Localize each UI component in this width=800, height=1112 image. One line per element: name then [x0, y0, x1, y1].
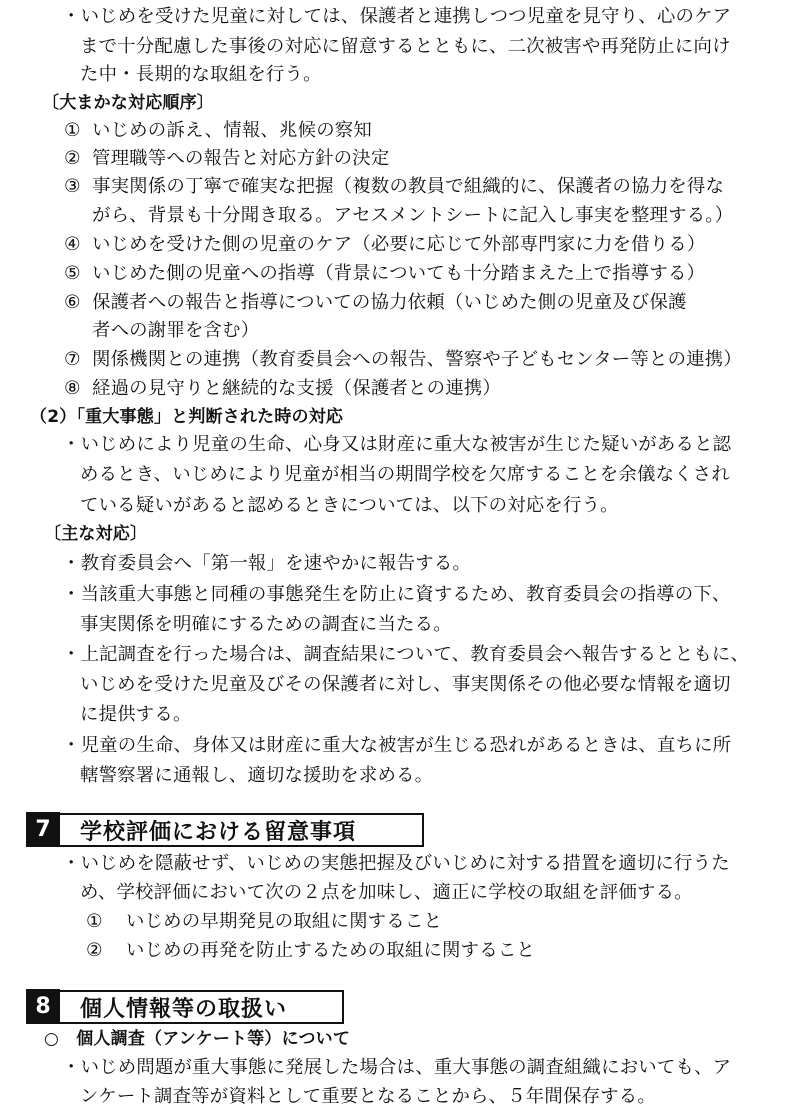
- order-item-number: ④: [64, 234, 81, 255]
- order-item-number: ⑥: [64, 292, 81, 313]
- order-item-text: 保護者への報告と指導についての協力依頼（いじめた側の児童及び保護: [92, 292, 687, 313]
- order-item-number: ⑦: [64, 349, 81, 370]
- order-item-4: [64, 230, 706, 260]
- intro-line-2: まで十分配慮した事後の対応に留意するとともに、二次被害や再発防止に向け: [80, 36, 731, 57]
- response-bullet-3-cont-2: に提供する。: [80, 704, 192, 725]
- order-item-text: いじめを受けた側の児童のケア（必要に応じて外部専門家に力を借りる）: [92, 234, 706, 255]
- response-bullet-2-cont: 事実関係を明確にするための調査に当たる。: [80, 614, 452, 635]
- serious-intro-line-1: ・いじめにより児童の生命、心身又は財産に重大な被害が生じた疑いがあると認: [62, 434, 732, 455]
- response-bullet-4-cont: 轄警察署に通報し、適切な援助を求める。: [80, 765, 434, 786]
- order-item-6-cont: 者への謝罪を含む）: [92, 320, 260, 341]
- section-7-title: 学校評価における留意事項: [80, 819, 357, 845]
- response-bullet-3-cont-1: いじめを受けた児童及びその保護者に対し、事実関係その他必要な情報を適切: [80, 674, 731, 695]
- serious-intro-line-2: めるとき、いじめにより児童が相当の期間学校を欠席することを余儀なくされ: [80, 464, 730, 485]
- section-7-item-2: [86, 936, 535, 966]
- response-bullet-4: ・児童の生命、身体又は財産に重大な被害が生じる恐れがあるときは、直ちに所: [62, 735, 732, 756]
- intro-line-1: ・いじめを受けた児童に対しては、保護者と連携しつつ児童を見守り、心のケア: [62, 6, 732, 27]
- order-item-number: ⑤: [64, 263, 81, 284]
- order-item-text: いじめの訴え、情報、兆候の察知: [92, 120, 372, 141]
- section-7-heading: [26, 813, 424, 847]
- section-7-item-text: いじめの早期発見の取組に関すること: [126, 911, 443, 932]
- order-item-text: いじめた側の児童への指導（背景についても十分踏まえた上で指導する）: [92, 263, 706, 284]
- order-item-text: 経過の見守りと継続的な支援（保護者との連携）: [92, 378, 501, 399]
- section-8-body-line-2: ンケート調査等が資料として重要となることから、５年間保存する。: [80, 1086, 656, 1107]
- section-8-number: 8: [26, 989, 60, 1023]
- serious-intro-line-3: ている疑いがあると認めるときについては、以下の対応を行う。: [80, 495, 619, 516]
- order-item-5: [64, 259, 705, 289]
- order-item-number: ③: [64, 176, 81, 197]
- order-item-3: [64, 172, 724, 202]
- order-item-text: 管理職等への報告と対応方針の決定: [92, 148, 390, 169]
- response-bullet-1: ・教育委員会へ「第一報」を速やかに報告する。: [62, 553, 471, 574]
- order-item-3-cont: がら、背景も十分聞き取る。アセスメントシートに記入し事実を整理する。）: [92, 205, 734, 226]
- intro-line-3: た中・長期的な取組を行う。: [80, 64, 322, 85]
- response-bullet-3: ・上記調査を行った場合は、調査結果について、教育委員会へ報告するとともに、: [62, 644, 750, 665]
- order-item-number: ①: [64, 120, 81, 141]
- section-7-item-number: ②: [86, 940, 103, 961]
- section-8-heading: [26, 990, 344, 1024]
- order-item-1: [64, 116, 372, 146]
- section-7-body-line-1: ・いじめを隠蔽せず、いじめの実態把握及びいじめに対する措置を適切に行うた: [62, 853, 730, 874]
- order-item-8: [64, 374, 501, 404]
- order-item-text: 事実関係の丁寧で確実な把握（複数の教員で組織的に、保護者の協力を得な: [92, 176, 725, 197]
- section-8-body-line-1: ・いじめ問題が重大事態に発展した場合は、重大事態の調査組織においても、ア: [62, 1057, 732, 1078]
- section-8-sub-heading: ○ 個人調査（アンケート等）について: [44, 1029, 351, 1049]
- order-item-2: [64, 144, 389, 174]
- serious-heading: （2）「重大事態」と判断された時の対応: [30, 407, 344, 427]
- order-heading: 〔大まかな対応順序〕: [42, 93, 214, 113]
- section-7-item-text: いじめの再発を防止するための取組に関すること: [126, 940, 535, 961]
- order-item-number: ⑧: [64, 378, 81, 399]
- section-7-number: 7: [26, 812, 60, 846]
- section-7-item-1: [86, 907, 442, 937]
- section-8-title: 個人情報等の取扱い: [80, 996, 288, 1022]
- order-item-number: ②: [64, 148, 81, 169]
- order-item-7: [64, 345, 742, 375]
- response-bullet-2: ・当該重大事態と同種の事態発生を防止に資するため、教育委員会の指導の下、: [62, 584, 731, 605]
- order-item-text: 関係機関との連携（教育委員会への報告、警察や子どもセンター等との連携）: [92, 349, 742, 370]
- main-response-heading: 〔主な対応〕: [44, 524, 148, 544]
- section-7-item-number: ①: [86, 911, 103, 932]
- order-item-6: [64, 288, 687, 318]
- section-7-body-line-2: め、学校評価において次の２点を加味し、適正に学校の取組を評価する。: [80, 882, 693, 903]
